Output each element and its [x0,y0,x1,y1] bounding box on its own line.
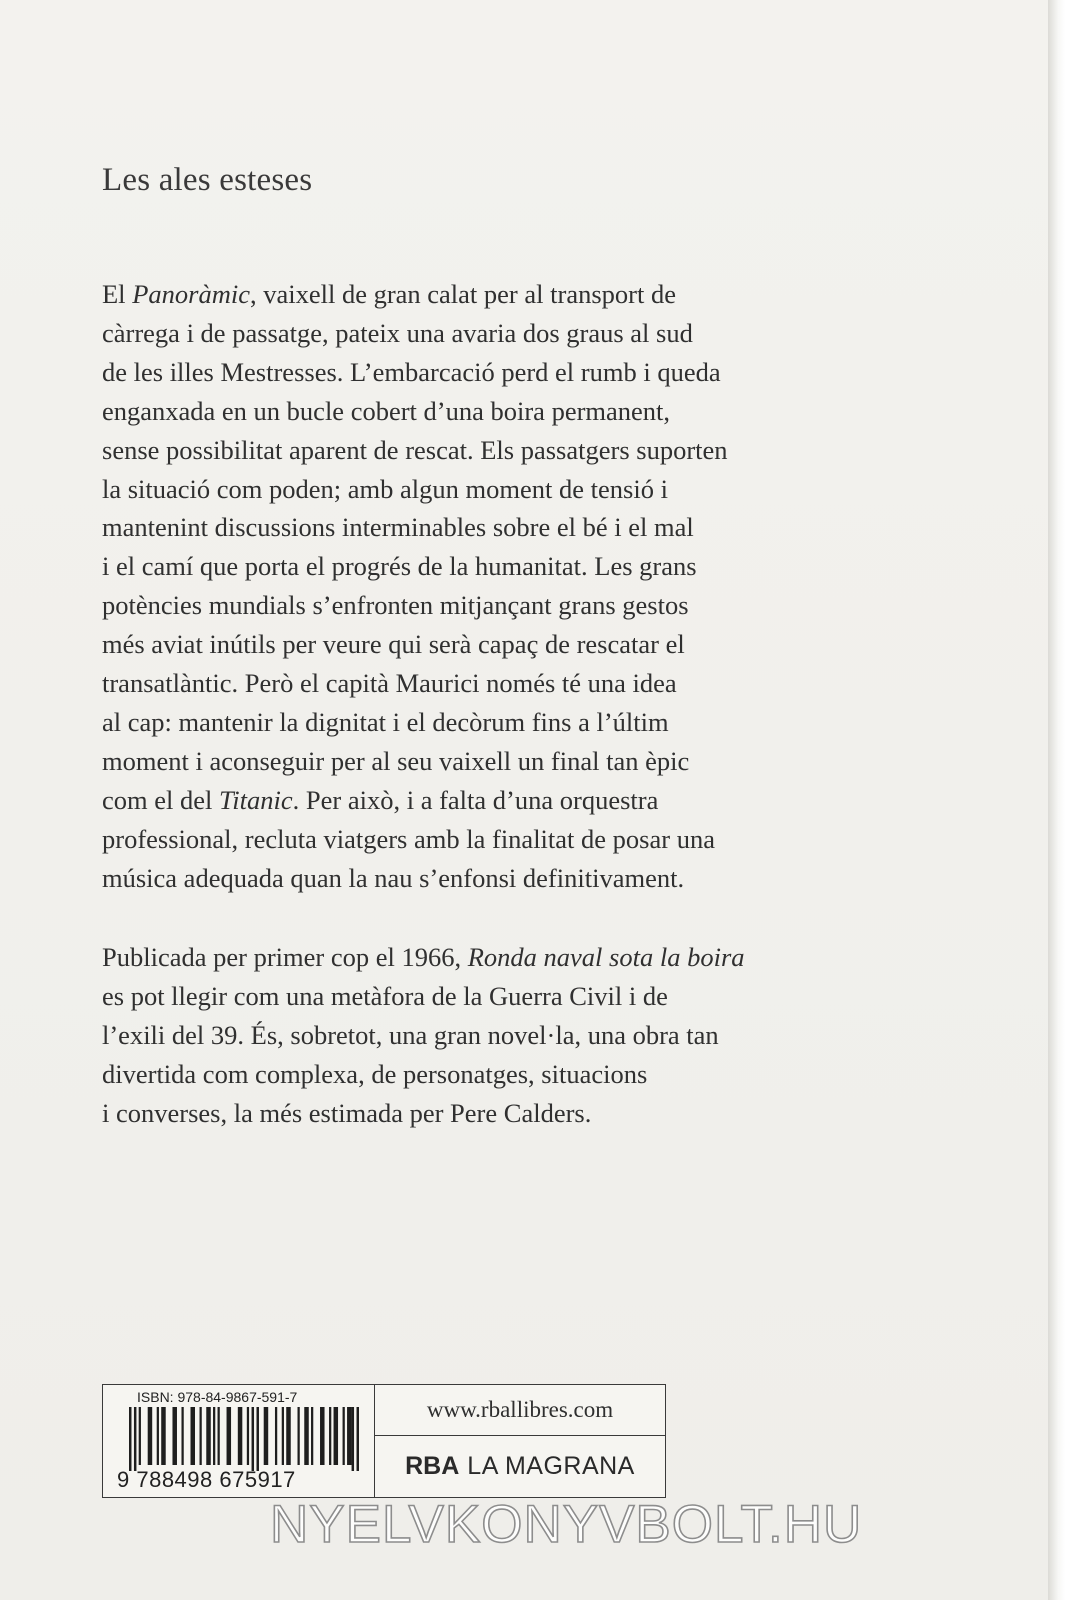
barcode-bar [161,1407,166,1465]
barcode-bar [252,1407,254,1471]
isbn-info-box [102,1384,666,1498]
section-title: Les ales esteses [102,162,313,198]
italic-title: Ronda naval sota la boira [467,942,745,972]
isbn-label: ISBN: 978-84-9867-591-7 [137,1389,298,1405]
publisher-name-bold: RBA [405,1452,460,1480]
barcode-bar [286,1407,291,1465]
text-line: Publicada per primer cop el 1966, Ronda naval sota la boira [102,942,745,972]
text-line: enganxada en un bucle cobert d’una boira permanent, [102,395,671,426]
barcode-bar [238,1407,243,1465]
barcode-bar [304,1407,309,1465]
barcode-bar [347,1407,352,1465]
text-line: i el camí que porta el progrés de la humanitat. Les grans [102,551,697,582]
barcode-bar [257,1407,259,1471]
text-line: l’exili del 39. És, sobretot, una gran novel·la, una obra tan [102,1019,719,1050]
barcode-bar [134,1407,136,1471]
publisher-website[interactable]: www.rballibres.com [375,1385,665,1436]
barcode-bar [129,1407,131,1471]
barcode-bar [213,1407,215,1465]
barcode-bar [352,1407,354,1471]
watermark: NYELVKONYVBOLT.HU [270,1495,863,1554]
italic-title: Panoràmic [132,279,250,309]
publisher-name-imprint: LA MAGRANA [467,1452,635,1480]
barcode-bar [227,1407,232,1465]
synopsis-paragraph [102,275,862,898]
text-line: càrrega i de passatge, pateix una avaria dos graus al sud [102,317,693,348]
text-line: com el del Titanic. Per això, i a falta d’una orquestra [102,784,659,815]
italic-title: Titanic [219,784,293,815]
text-line: al cap: mantenir la dignitat i el decòrum fins a l’últim [102,706,669,737]
barcode-bar [320,1407,325,1465]
text-line: potències mundials s’enfronten mitjançant grans gestos [102,590,689,621]
text-line: de les illes Mestresses. L’embarcació perd el rumb i queda [102,356,721,387]
text-line: més aviat inútils per veure qui serà capaç de rescatar el [102,629,685,660]
barcode-bar [275,1407,277,1465]
text-line: la situació com poden; amb algun moment de tensió i [102,473,668,504]
publisher-logo [375,1436,665,1497]
barcode-image [129,1407,359,1471]
text-line: divertida com complexa, de personatges, situacions [102,1058,648,1089]
text-line: i converses, la més estimada per Pere Calders. [102,1097,592,1128]
barcode-bar [343,1407,345,1465]
barcode-bar [172,1407,177,1465]
text-line: transatlàntic. Però el capità Maurici només té una idea [102,668,677,699]
barcode-bar [200,1407,202,1465]
barcode-bar [311,1407,313,1465]
barcode-bar [157,1407,159,1465]
barcode-bar [139,1407,141,1465]
text-line: sense possibilitat aparent de rescat. Els passatgers suporten [102,434,728,465]
text-line: es pot llegir com una metàfora de la Guerra Civil i de [102,980,668,1011]
text-line: música adequada quan la nau s’enfonsi definitivament. [102,862,685,893]
page-edge [1048,0,1065,1600]
barcode-bar [298,1407,300,1465]
barcode-digits: 9 788498 675917 [117,1467,296,1492]
barcode-bar [264,1407,269,1465]
barcode-bar [148,1407,153,1465]
barcode-bar [247,1407,249,1465]
barcode-cell [103,1385,375,1497]
barcode-bar [357,1407,359,1471]
text-line: moment i aconseguir per al seu vaixell un final tan èpic [102,745,690,776]
text-line: El Panoràmic, vaixell de gran calat per al transport de [102,279,676,309]
barcode-bar [218,1407,220,1465]
barcode-bar [334,1407,339,1465]
barcode-bar [282,1407,284,1465]
text-line: professional, recluta viatgers amb la finalitat de posar una [102,823,715,854]
barcode-bar [206,1407,211,1465]
barcode-bar [190,1407,195,1465]
publication-paragraph [102,938,862,1133]
barcode-bar [329,1407,331,1465]
barcode-bar [181,1407,183,1465]
publisher-cell [375,1385,665,1497]
text-line: mantenint discussions interminables sobre el bé i el mal [102,512,694,543]
